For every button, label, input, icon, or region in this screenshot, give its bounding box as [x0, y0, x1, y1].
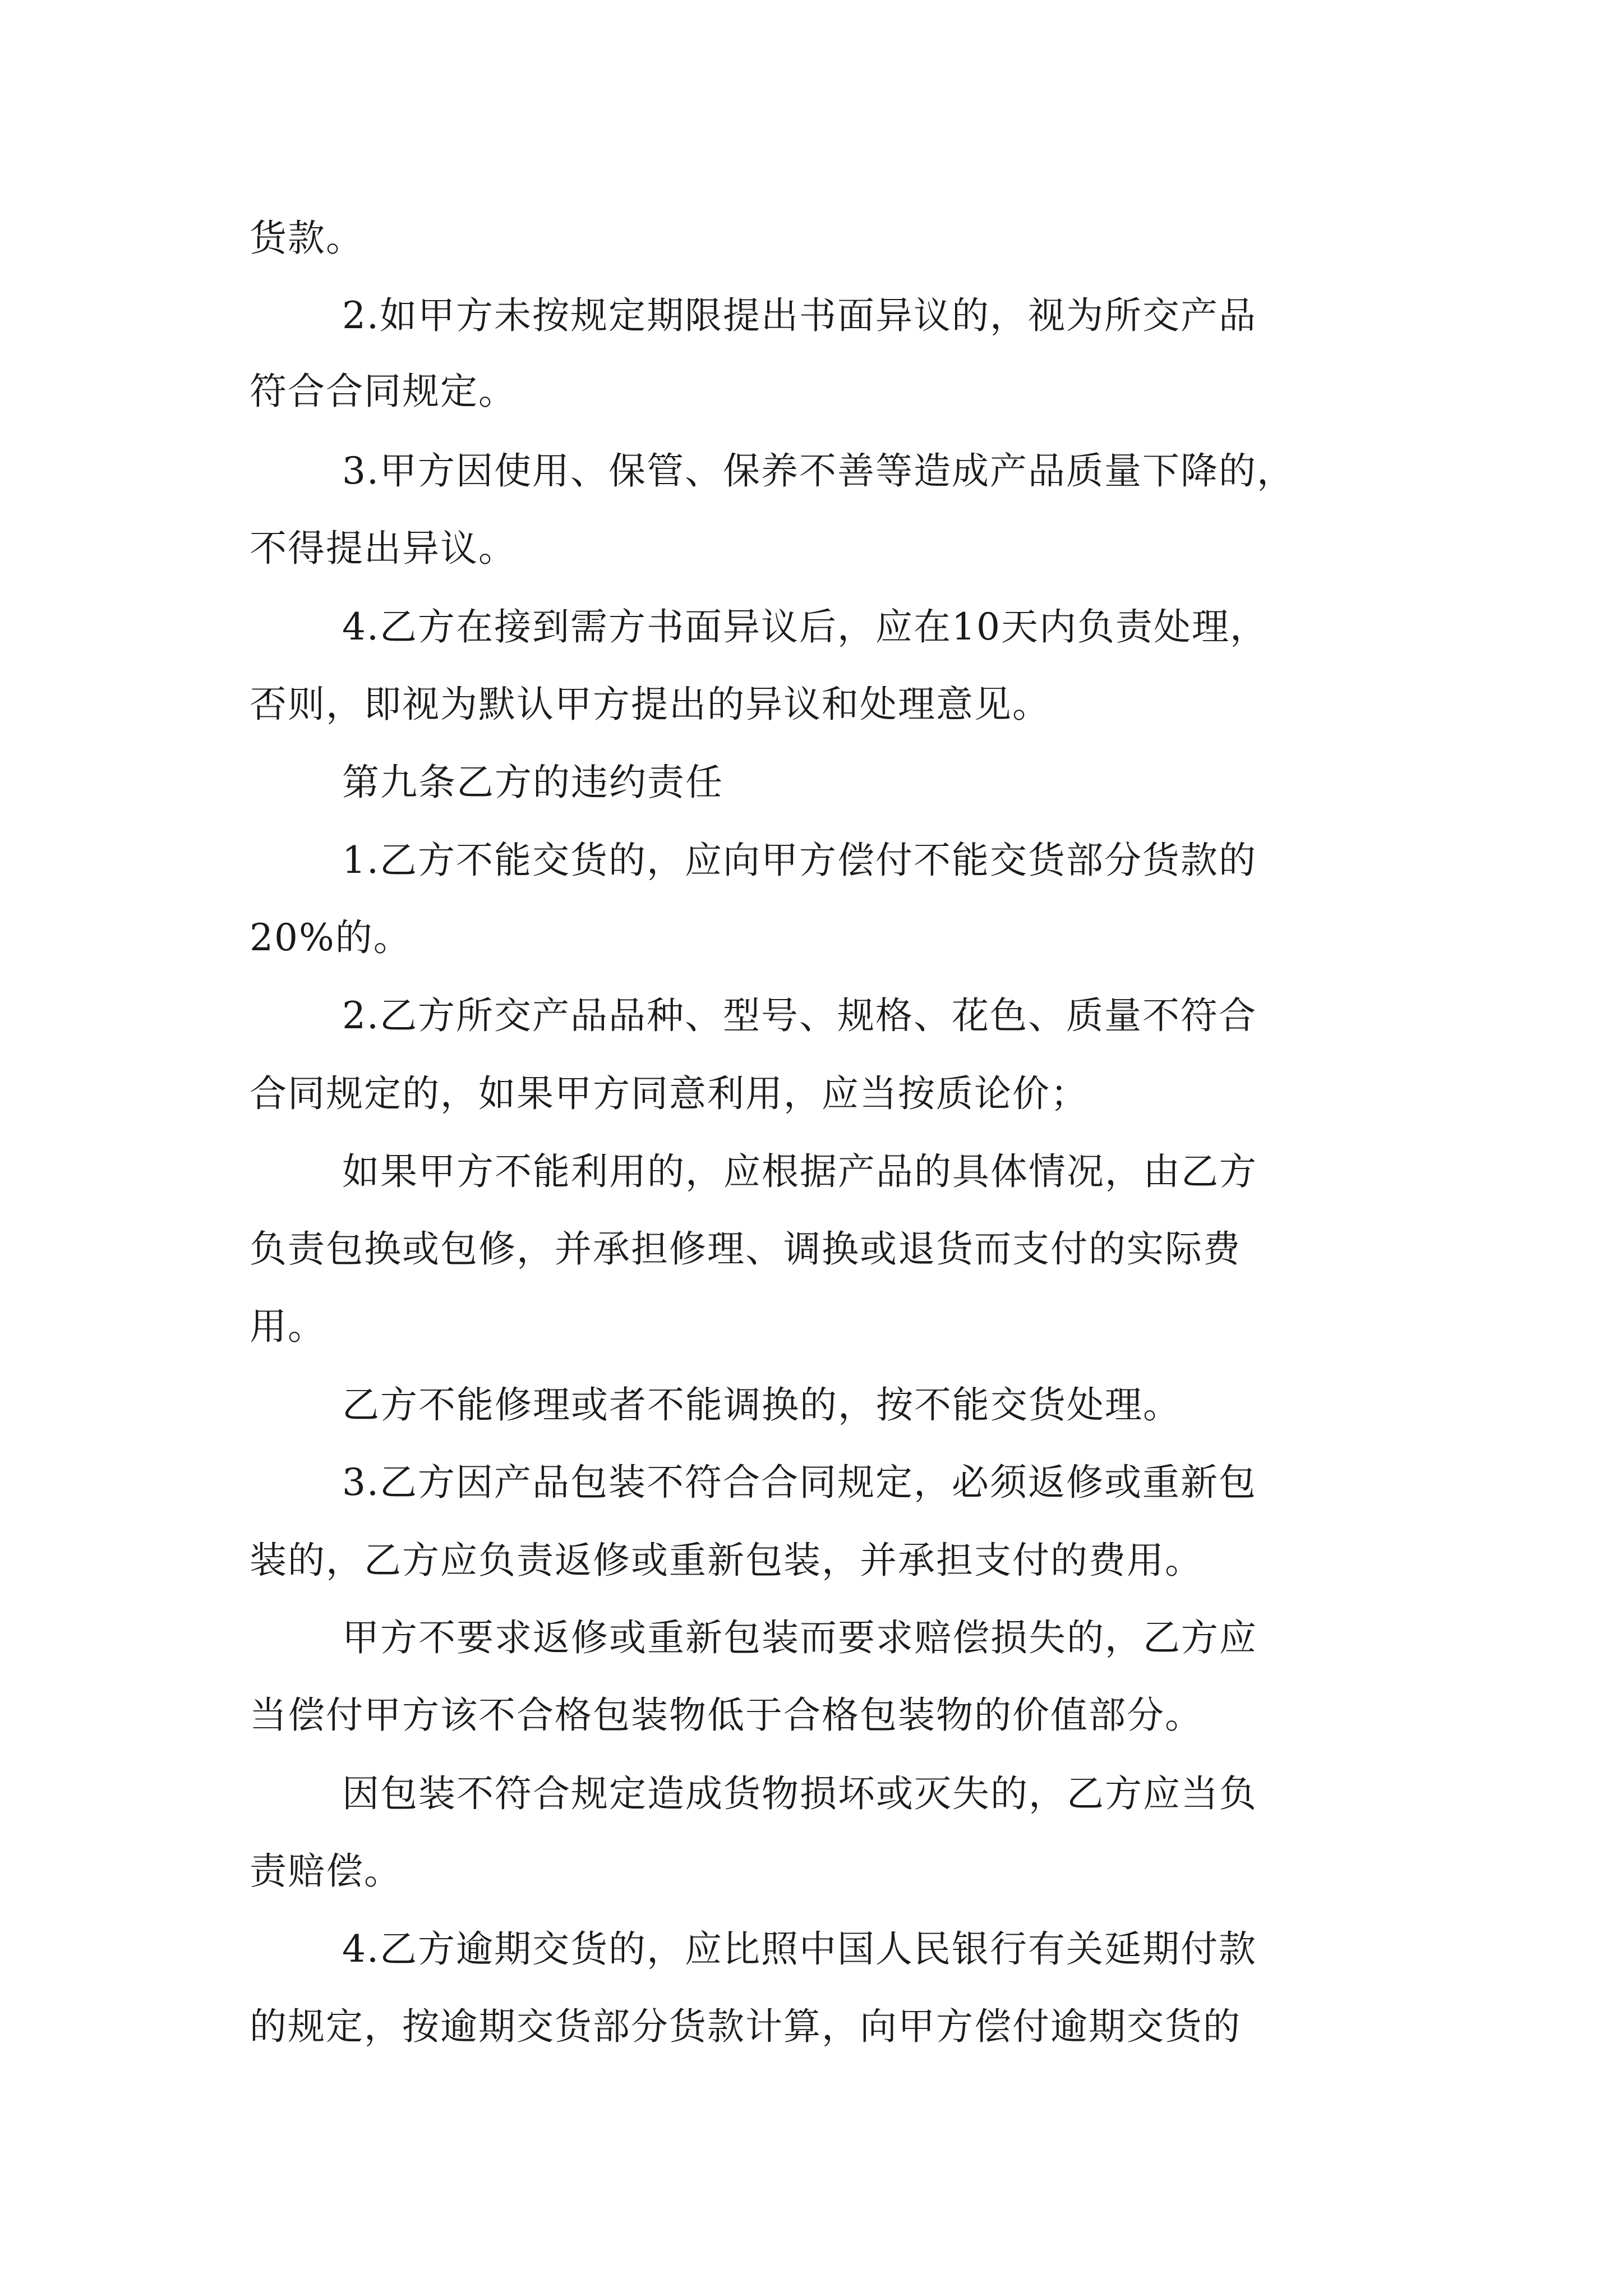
text-line: 符合合同规定。 — [250, 370, 517, 413]
text-line: 3.甲方因使用、保管、保养不善等造成产品质量下降的， — [342, 449, 1295, 493]
text-line: 3.乙方因产品包装不符合合同规定，必须返修或重新包 — [342, 1461, 1257, 1504]
text-line: 20%的。 — [250, 916, 412, 959]
text-line: 否则，即视为默认甲方提出的异议和处理意见。 — [250, 683, 1050, 726]
text-line: 第九条乙方的违约责任 — [342, 761, 723, 804]
text-line: 合同规定的，如果甲方同意利用，应当按质论价； — [250, 1072, 1089, 1115]
text-line: 4.乙方逾期交货的，应比照中国人民银行有关延期付款 — [342, 1927, 1257, 1971]
text-line: 甲方不要求返修或重新包装而要求赔偿损失的，乙方应 — [342, 1616, 1257, 1659]
text-line: 不得提出异议。 — [250, 527, 517, 570]
text-line: 2.如甲方未按规定期限提出书面异议的，视为所交产品 — [342, 294, 1257, 337]
text-line: 1.乙方不能交货的，应向甲方偿付不能交货部分货款的 — [342, 839, 1257, 882]
text-line: 2.乙方所交产品品种、型号、规格、花色、质量不符合 — [342, 994, 1257, 1037]
text-line: 当偿付甲方该不合格包装物低于合格包装物的价值部分。 — [250, 1694, 1203, 1737]
text-line: 如果甲方不能利用的，应根据产品的具体情况，由乙方 — [342, 1150, 1257, 1193]
text-line: 责赔偿。 — [250, 1849, 402, 1893]
text-line: 货款。 — [250, 217, 364, 260]
text-line: 4.乙方在接到需方书面异议后，应在10天内负责处理， — [342, 605, 1268, 648]
text-line: 乙方不能修理或者不能调换的，按不能交货处理。 — [342, 1383, 1181, 1427]
text-line: 用。 — [250, 1305, 326, 1348]
text-line: 装的，乙方应负责返修或重新包装，并承担支付的费用。 — [250, 1539, 1203, 1582]
text-line: 的规定，按逾期交货部分货款计算，向甲方偿付逾期交货的 — [250, 2005, 1241, 2048]
text-line: 因包装不符合规定造成货物损坏或灭失的，乙方应当负 — [342, 1772, 1257, 1815]
text-line: 负责包换或包修，并承担修理、调换或退货而支付的实际费 — [250, 1227, 1241, 1271]
